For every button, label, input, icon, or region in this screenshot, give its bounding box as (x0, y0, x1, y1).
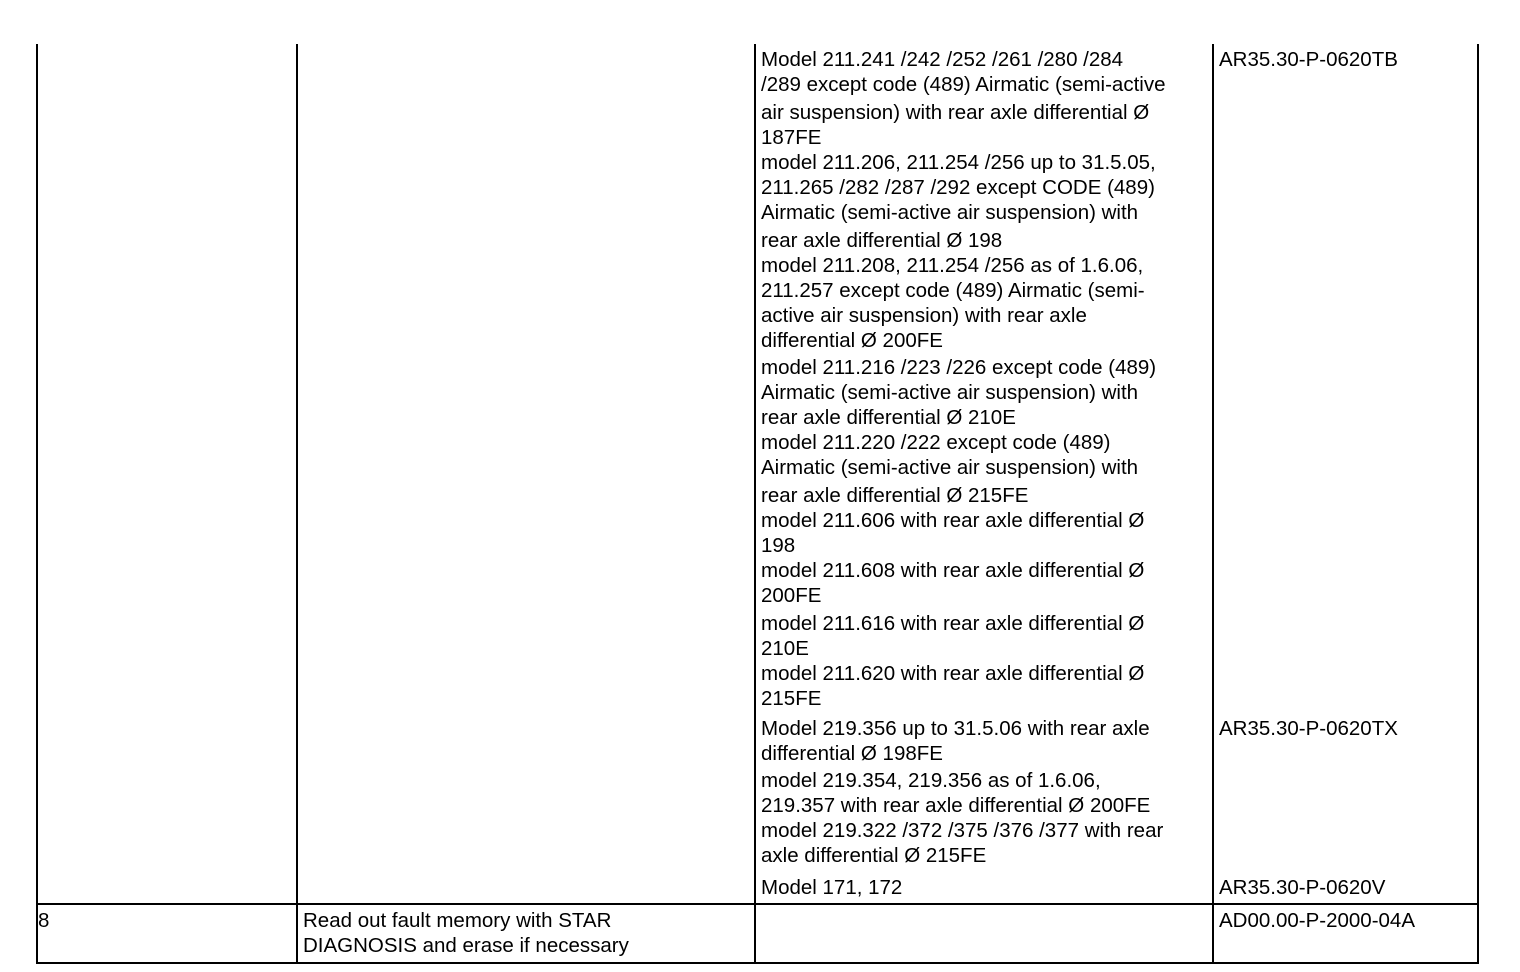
condition-line: model 219.354, 219.356 as of 1.6.06, (761, 769, 1101, 792)
condition-line: Model 219.356 up to 31.5.06 with rear axle (761, 717, 1150, 740)
condition-line: axle differential Ø 215FE (761, 844, 987, 867)
table-border-right (1477, 44, 1479, 963)
step-action-line: DIAGNOSIS and erase if necessary (303, 934, 629, 957)
step-number: 8 (38, 909, 50, 932)
condition-line: model 211.216 /223 /226 except code (489) (761, 356, 1157, 379)
condition-line: model 211.608 with rear axle differential Ø (761, 559, 1145, 582)
condition-line: Model 171, 172 (761, 876, 903, 899)
condition-line: 187FE (761, 126, 822, 149)
condition-line: model 211.620 with rear axle differential Ø (761, 662, 1145, 685)
condition-line: 211.257 except code (489) Airmatic (semi- (761, 279, 1145, 302)
condition-line: model 219.322 /372 /375 /376 /377 with rear (761, 819, 1164, 842)
condition-line: differential Ø 200FE (761, 329, 943, 352)
condition-line: 198 (761, 534, 796, 557)
condition-line: 211.265 /282 /287 /292 except CODE (489) (761, 176, 1155, 199)
condition-line: 210E (761, 637, 809, 660)
condition-line: rear axle differential Ø 215FE (761, 484, 1029, 507)
condition-line: differential Ø 198FE (761, 742, 943, 765)
column-divider-3 (1212, 44, 1214, 963)
table-border-left (36, 44, 38, 963)
document-reference[interactable]: AD00.00-P-2000-04A (1219, 909, 1416, 932)
condition-line: model 211.220 /222 except code (489) (761, 431, 1111, 454)
condition-line: air suspension) with rear axle differential Ø (761, 101, 1150, 124)
condition-line: 219.357 with rear axle differential Ø 200FE (761, 794, 1151, 817)
condition-line: Airmatic (semi-active air suspension) with (761, 201, 1139, 224)
condition-line: 215FE (761, 687, 822, 710)
condition-line: Airmatic (semi-active air suspension) with (761, 381, 1139, 404)
step-action-line: Read out fault memory with STAR (303, 909, 612, 932)
condition-line: rear axle differential Ø 210E (761, 406, 1016, 429)
condition-line: rear axle differential Ø 198 (761, 229, 1003, 252)
condition-line: model 211.208, 211.254 /256 as of 1.6.06, (761, 254, 1144, 277)
document-reference[interactable]: AR35.30-P-0620TX (1219, 717, 1398, 740)
table-border-bottom (36, 962, 1479, 964)
condition-line: Model 211.241 /242 /252 /261 /280 /284 (761, 48, 1124, 71)
column-divider-1 (296, 44, 298, 963)
document-reference[interactable]: AR35.30-P-0620TB (1219, 48, 1398, 71)
condition-line: model 211.616 with rear axle differential Ø (761, 612, 1145, 635)
condition-line: 200FE (761, 584, 822, 607)
condition-line: model 211.206, 211.254 /256 up to 31.5.05, (761, 151, 1156, 174)
condition-line: model 211.606 with rear axle differential Ø (761, 509, 1145, 532)
row-divider (36, 903, 1479, 905)
document-reference[interactable]: AR35.30-P-0620V (1219, 876, 1386, 899)
condition-line: Airmatic (semi-active air suspension) with (761, 456, 1139, 479)
condition-line: active air suspension) with rear axle (761, 304, 1087, 327)
column-divider-2 (754, 44, 756, 963)
condition-line: /289 except code (489) Airmatic (semi-active (761, 73, 1166, 96)
